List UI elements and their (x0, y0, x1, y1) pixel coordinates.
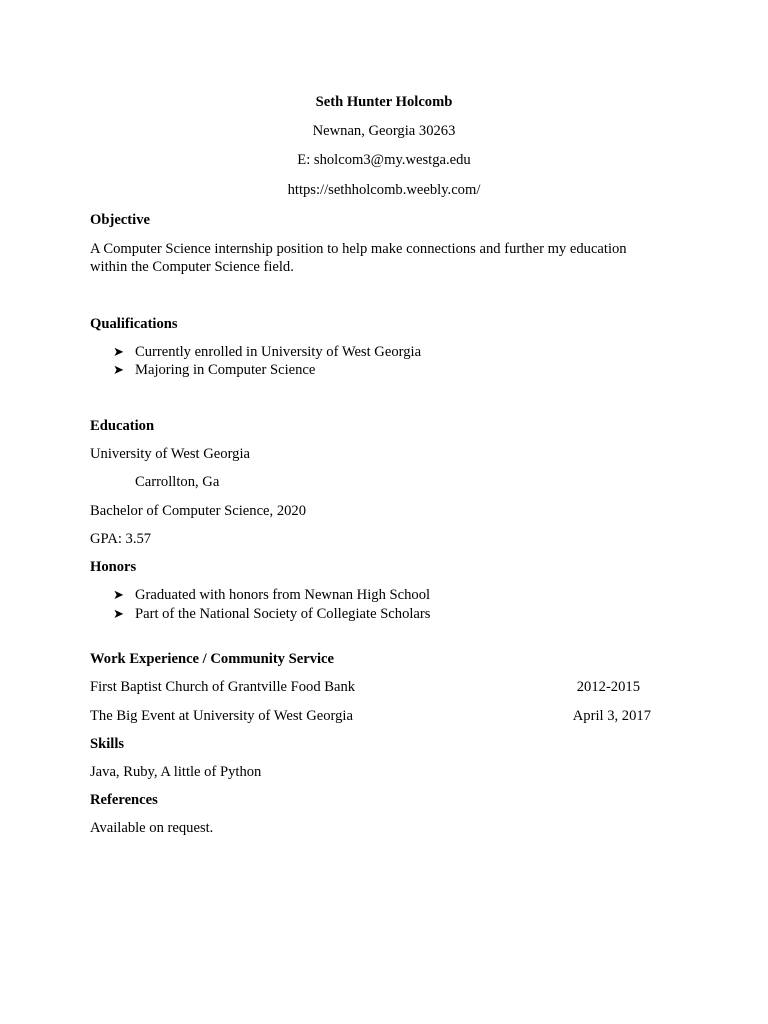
skills-heading: Skills (90, 736, 125, 752)
objective-text-line-2: within the Computer Science field. (90, 259, 294, 275)
education-gpa: GPA: 3.57 (90, 531, 152, 547)
work-entry-title: First Baptist Church of Grantville Food Bank (90, 679, 356, 695)
objective-text-line-1: A Computer Science internship position to help make connections and further my education (90, 241, 627, 257)
qualification-item (113, 343, 421, 361)
honors-heading: Honors (90, 559, 137, 575)
education-degree: Bachelor of Computer Science, 2020 (90, 503, 307, 519)
qualifications-heading: Qualifications (90, 316, 178, 332)
education-city: Carrollton, Ga (135, 474, 220, 490)
qualification-item-text: Currently enrolled in University of West Georgia (135, 344, 422, 360)
education-heading: Education (90, 418, 155, 434)
work-entry-date: 2012-2015 (576, 679, 640, 695)
qualification-item-text: Majoring in Computer Science (135, 362, 316, 378)
objective-heading: Objective (90, 212, 150, 228)
resume-name: Seth Hunter Holcomb (315, 94, 453, 110)
qualification-item (113, 361, 315, 379)
references-heading: References (90, 792, 158, 808)
address-line: Newnan, Georgia 30263 (312, 123, 456, 139)
honor-item (113, 605, 430, 623)
honor-item-text: Part of the National Society of Collegiate Scholars (135, 606, 431, 622)
arrowhead-bullet-icon: ➤ (113, 362, 124, 377)
email-line: E: sholcom3@my.westga.edu (297, 152, 471, 168)
arrowhead-bullet-icon: ➤ (113, 587, 124, 602)
skills-text: Java, Ruby, A little of Python (90, 764, 262, 780)
honor-item (113, 586, 430, 604)
website-link[interactable]: https://sethholcomb.weebly.com/ (287, 182, 481, 198)
references-text: Available on request. (90, 820, 214, 836)
work-entry-date: April 3, 2017 (572, 708, 651, 724)
education-school: University of West Georgia (90, 446, 251, 462)
arrowhead-bullet-icon: ➤ (113, 344, 124, 359)
work-entry-title: The Big Event at University of West Georgia (90, 708, 353, 724)
work-heading: Work Experience / Community Service (90, 651, 335, 667)
arrowhead-bullet-icon: ➤ (113, 606, 124, 621)
honor-item-text: Graduated with honors from Newnan High School (135, 587, 431, 603)
